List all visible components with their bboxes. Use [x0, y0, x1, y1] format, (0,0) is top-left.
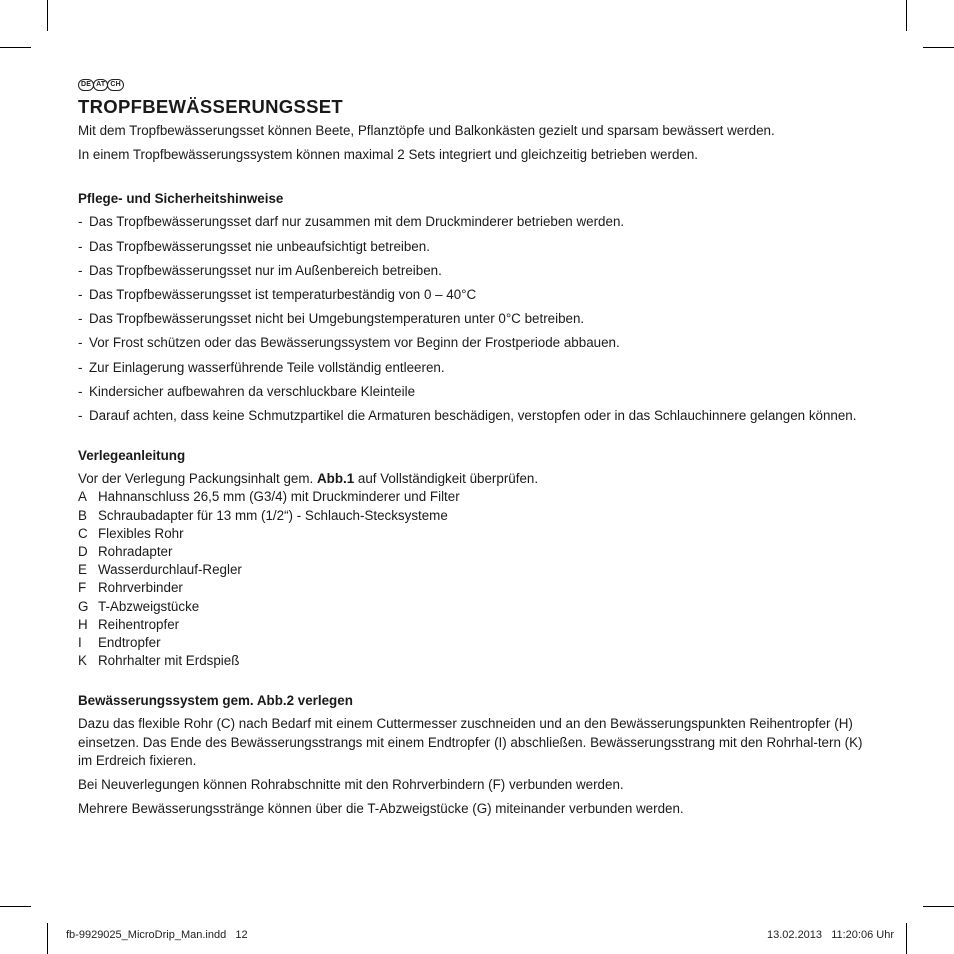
system-paragraph: Dazu das flexible Rohr (C) nach Bedarf mit einem Cuttermesser zuschneiden und an den Bewässerungspunkten Reihentropfer (H) einsetzen. Das Ende des Bewässerungsstrangs mit einem Endtropfer (I) abschließen. Bewässerungsstrang mit den Rohrhal-tern (K) im Erdreich fixieren. [78, 716, 863, 768]
parts-list-item: C Flexibles Rohr [78, 525, 184, 541]
install-heading: Verlegeanleitung [78, 448, 186, 464]
care-item: - Darauf achten, dass keine Schmutzpartikel die Armaturen beschädigen, verstopfen oder in das Schlauchinnere gelangen können. [78, 408, 857, 424]
care-item: - Vor Frost schützen oder das Bewässerungssystem vor Beginn der Frostperiode abbauen. [78, 335, 620, 351]
crop-mark-bottom-left-v [47, 923, 48, 954]
parts-list-item: I Endtropfer [78, 635, 161, 651]
care-item: - Das Tropfbewässerungsset darf nur zusammen mit dem Druckminderer betrieben werden. [78, 214, 625, 230]
crop-mark-bottom-left-h [0, 906, 31, 907]
country-codes [78, 78, 878, 91]
care-item: - Das Tropfbewässerungsset nur im Außenbereich betreiben. [78, 262, 442, 278]
parts-list-item: K Rohrhalter mit Erdspieß [78, 653, 240, 669]
crop-mark-top-right-h [923, 47, 954, 48]
crop-mark-top-left-h [0, 47, 31, 48]
system-paragraph: Mehrere Bewässerungsstränge können über die T-Abzweigstücke (G) miteinander verbunden werden. [78, 801, 684, 817]
parts-list-item: G T-Abzweigstücke [78, 598, 200, 614]
care-item: - Das Tropfbewässerungsset nie unbeaufsichtigt betreiben. [78, 238, 430, 254]
care-item: - Kindersicher aufbewahren da verschluckbare Kleinteile [78, 383, 416, 399]
intro-paragraph: In einem Tropfbewässerungssystem können maximal 2 Sets integriert und gleichzeitig betrieben werden. [78, 147, 699, 163]
parts-list-item: B Schraubadapter für 13 mm (1/2“) - Schlauch-Stecksysteme [78, 507, 448, 523]
parts-list-item: D Rohradapter [78, 544, 173, 560]
care-list [78, 213, 878, 425]
care-item: - Zur Einlagerung wasserführende Teile vollständig entleeren. [78, 359, 445, 375]
page-title: TROPFBEWÄSSERUNGSSET [78, 96, 344, 117]
install-lead: Vor der Verlegung Packungsinhalt gem. Abb.1 auf Vollständigkeit überprüfen. [78, 471, 539, 487]
parts-list [78, 488, 878, 670]
care-item: - Das Tropfbewässerungsset ist temperaturbeständig von 0 – 40°C [78, 287, 477, 303]
crop-mark-top-left-v [47, 0, 48, 31]
care-item: - Das Tropfbewässerungsset nicht bei Umgebungstemperaturen unter 0°C betreiben. [78, 311, 585, 327]
country-code-badge: CH [107, 79, 124, 91]
crop-mark-top-right-v [906, 0, 907, 31]
care-heading: Pflege- und Sicherheitshinweise [78, 191, 284, 207]
footer-timestamp: 13.02.2013 11:20:06 Uhr [766, 929, 894, 941]
country-code-badge: AT [93, 79, 108, 91]
parts-list-item: H Reihentropfer [78, 616, 180, 632]
country-code-badge: DE [78, 79, 94, 91]
crop-mark-bottom-right-h [923, 906, 954, 907]
parts-list-item: E Wasserdurchlauf-Regler [78, 562, 242, 578]
intro-paragraph: Mit dem Tropfbewässerungsset können Beete, Pflanztöpfe und Balkonkästen gezielt und sparsam bewässert werden. [78, 123, 775, 138]
crop-mark-bottom-right-v [906, 923, 907, 954]
page-content [78, 78, 878, 824]
footer-file-info: fb-9929025_MicroDrip_Man.indd 12 [66, 929, 248, 941]
parts-list-item: F Rohrverbinder [78, 580, 183, 596]
system-heading: Bewässerungssystem gem. Abb.2 verlegen [78, 693, 353, 709]
parts-list-item: A Hahnanschluss 26,5 mm (G3/4) mit Druckminderer und Filter [78, 489, 460, 505]
system-paragraph: Bei Neuverlegungen können Rohrabschnitte mit den Rohrverbindern (F) verbunden werden. [78, 777, 624, 793]
